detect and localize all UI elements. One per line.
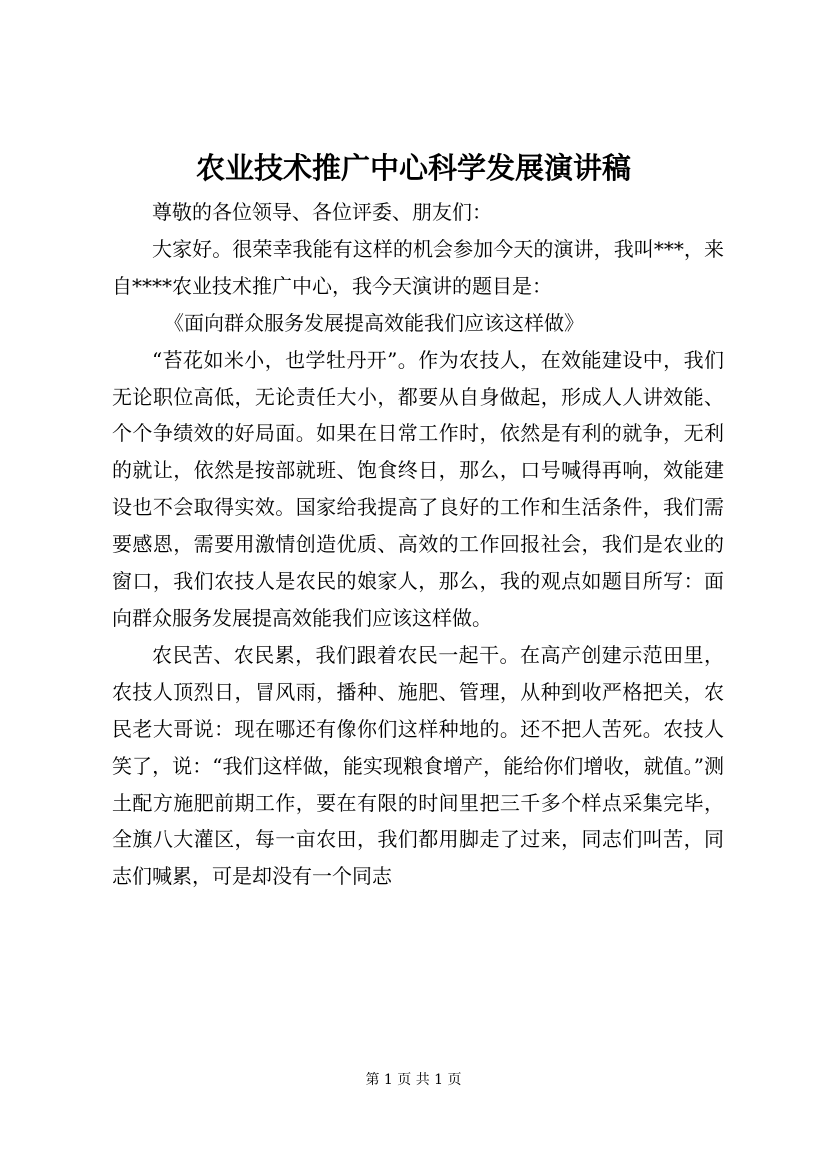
- paragraph-salutation: 尊敬的各位领导、各位评委、朋友们：: [152, 200, 492, 224]
- page-number-footer: 第 1 页 共 1 页: [365, 1072, 462, 1088]
- document-body: [112, 194, 724, 895]
- paragraph-speech-topic: 《面向群众服务发展提高效能我们应该这样做》: [164, 310, 584, 335]
- paragraph-farmers: 农民苦、农民累，我们跟着农民一起干。在高产创建示范田里，农技人顶烈日，冒风雨，播种、施肥、管理，从种到收严格把关，农民老大哥说：现在哪还有像你们这样种地的。还不把人苦死。农技人笑了，说：“我们这样做，能实现粮食增产，能给你们增收，就值。”测土配方施肥前期工作，要在有限的时间里把三千多个样点采集完毕，全旗八大灌区，每一亩农田，我们都用脚走了过来，同志们叫苦，同志们喊累，可是却没有一个同志: [112, 642, 724, 889]
- document-title: 农业技术推广中心科学发展演讲稿: [195, 151, 631, 185]
- paragraph-efficiency: “苔花如米小，也学牡丹开”。作为农技人，在效能建设中，我们无论职位高低，无论责任大小，都要从自身做起，形成人人讲效能、个个争绩效的好局面。如果在日常工作时，依然是有利的就争，无利的就让，依然是按部就班、饱食终日，那么，口号喊得再响，效能建设也不会取得实效。国家给我提高了良好的工作和生活条件，我们需要感恩，需要用激情创造优质、高效的工作回报社会，我们是农业的窗口，我们农技人是农民的娘家人，那么，我的观点如题目所写：面向群众服务发展提高效能我们应该这样做。: [112, 347, 724, 630]
- paragraph-greeting: 大家好。很荣幸我能有这样的机会参加今天的演讲，我叫***，来自****农业技术推广中心，我今天演讲的题目是：: [112, 236, 724, 298]
